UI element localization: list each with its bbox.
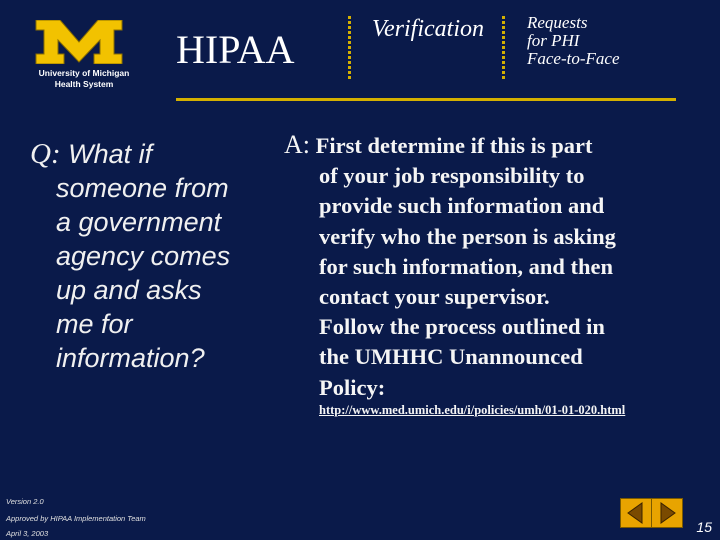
header-divider (502, 16, 505, 80)
question-line: information? (56, 343, 205, 373)
question-line: agency comes (56, 241, 231, 271)
header-topic-line: Requests (527, 13, 588, 32)
question-label: Q: (30, 138, 61, 170)
answer-line: Policy: (319, 374, 386, 400)
footer-approved: Approved by HIPAA Implementation Team (6, 514, 146, 523)
question-line: me for (56, 309, 133, 339)
header-rule (176, 98, 676, 101)
answer-label: A: (284, 130, 310, 159)
question-line: a government (56, 207, 222, 237)
answer-line: of your job responsibility to (319, 163, 585, 189)
next-slide-button[interactable] (651, 498, 683, 528)
answer-line: the UMHHC Unannounced (319, 344, 583, 370)
answer-line: provide such information and (319, 193, 605, 219)
question-block (30, 137, 260, 375)
header-topic-line: Face-to-Face (527, 49, 620, 68)
logo-university-text: University of Michigan (38, 68, 130, 78)
answer-line: verify who the person is asking (319, 223, 616, 249)
question-line: What if (68, 139, 153, 169)
header-topic (527, 14, 620, 68)
header-section: Verification (372, 16, 484, 42)
triangle-left-icon (621, 499, 651, 527)
header-divider (348, 16, 351, 80)
header-topic-line: for PHI (527, 31, 580, 50)
answer-line: Follow the process outlined in (319, 314, 605, 340)
footer-version: Version 2.0 (6, 497, 44, 506)
logo-health-system-text: Health System (54, 79, 114, 89)
previous-slide-button[interactable] (620, 498, 652, 528)
triangle-right-icon (652, 499, 682, 527)
answer-line: First determine if this is part (315, 133, 593, 158)
question-line: up and asks (56, 275, 202, 305)
umich-logo (28, 20, 128, 92)
footer-date: April 3, 2003 (6, 529, 49, 538)
block-m-logo-icon (34, 20, 124, 64)
answer-block (284, 130, 704, 403)
policy-link[interactable]: http://www.med.umich.edu/i/policies/umh/01-01-020.html (319, 403, 626, 417)
answer-line: contact your supervisor. (319, 284, 550, 310)
question-line: someone from (56, 173, 229, 203)
page-number: 15 (696, 519, 712, 535)
header-title: HIPAA (176, 27, 295, 72)
answer-line: for such information, and then (319, 253, 613, 279)
